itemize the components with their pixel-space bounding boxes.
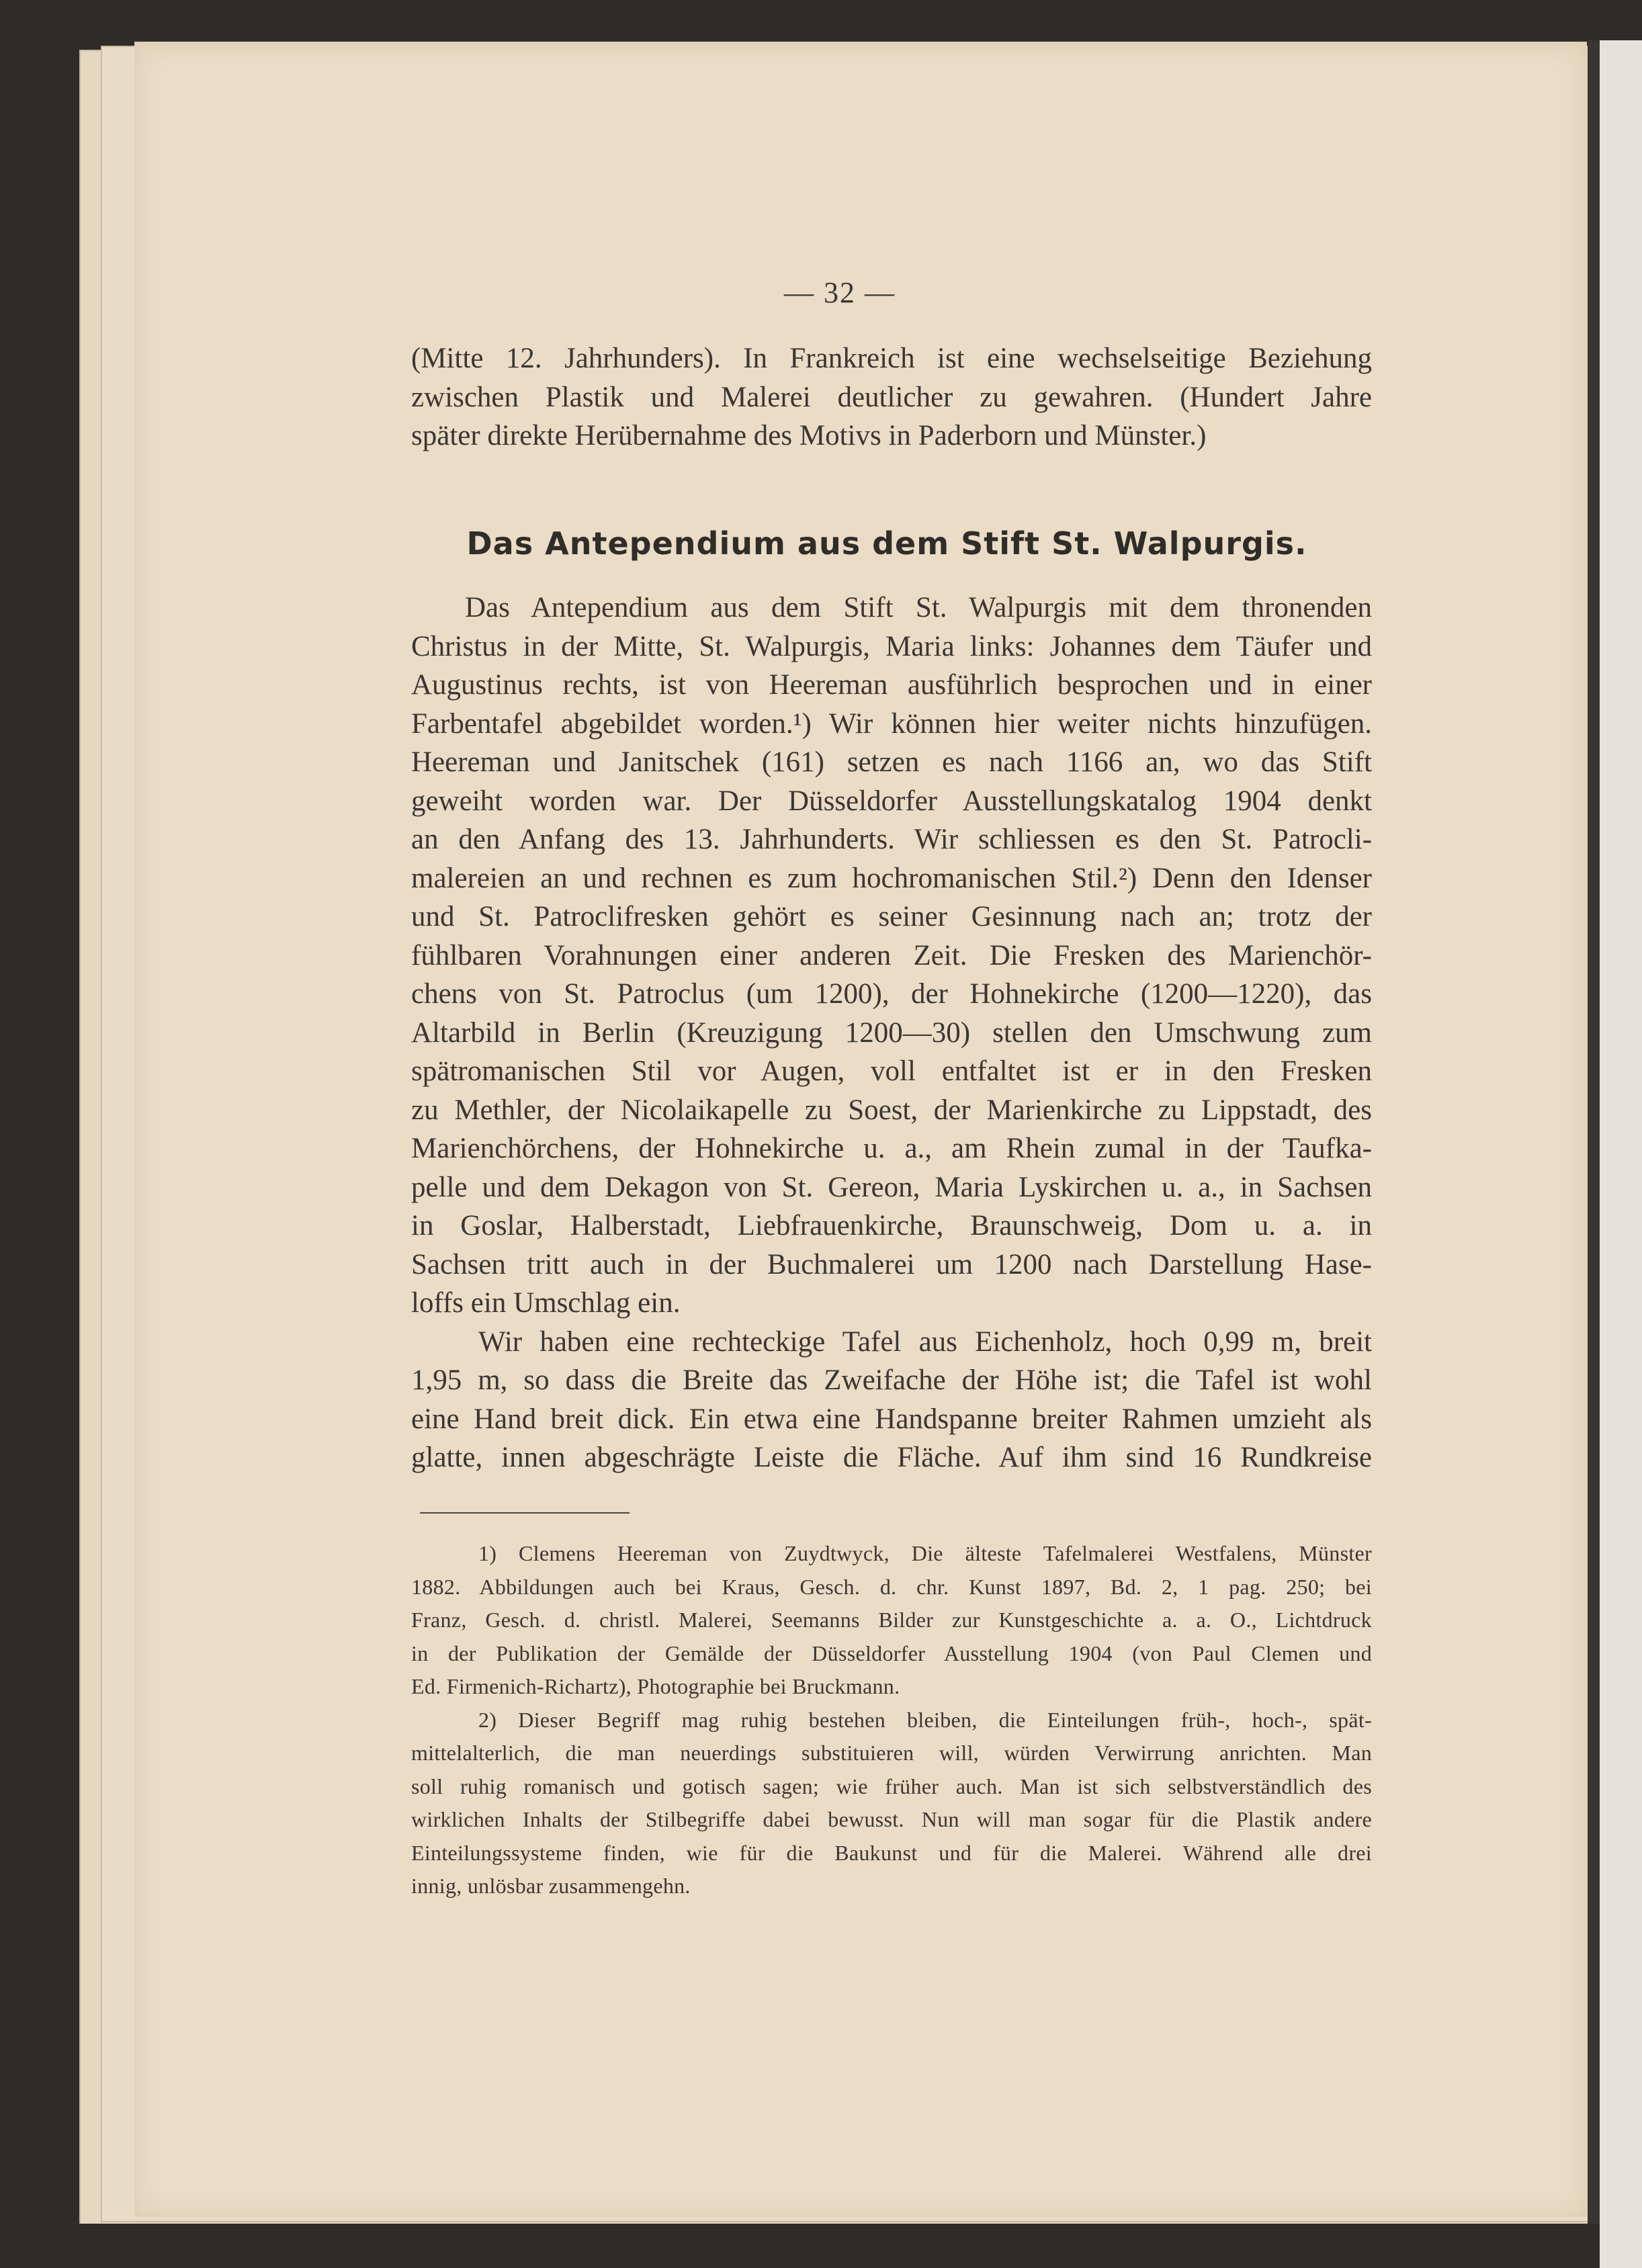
text-line: später direkte Herübernahme des Motivs in Paderborn und Münster.)	[411, 420, 1207, 451]
text-line: zu Methler, der Nicolaikapelle zu Soest, der Marienkirche zu Lippstadt, des	[411, 1094, 1372, 1126]
text-line: Sachsen tritt auch in der Buchmalerei um 1200 nach Darstellung Hase-	[411, 1248, 1372, 1280]
intro-paragraph	[411, 339, 1372, 455]
footnotes	[411, 1537, 1372, 1903]
scan-background	[0, 2224, 1600, 2268]
adjacent-page	[1600, 40, 1642, 2268]
text-line: eine Hand breit dick. Ein etwa eine Handspanne breiter Rahmen umzieht als	[411, 1403, 1372, 1435]
text-line: zwischen Plastik und Malerei deutlicher zu gewahren. (Hundert Jahre	[411, 381, 1372, 413]
footnote-line: mittelalterlich, die man neuerdings substituieren will, würden Verwirrung anrichten. Man	[411, 1741, 1372, 1765]
page-number: — 32 —	[784, 276, 896, 309]
page-gutter	[1588, 40, 1600, 2224]
text-line: geweiht worden war. Der Düsseldorfer Ausstellungskatalog 1904 denkt	[411, 785, 1372, 817]
text-line: an den Anfang des 13. Jahrhunderts. Wir schliessen es den St. Patrocli-	[411, 824, 1372, 855]
footnote-line: wirklichen Inhalts der Stilbegriffe dabei bewusst. Nun will man sogar für die Plastik andere	[411, 1807, 1372, 1831]
footnote-line: innig, unlösbar zusammengehn.	[411, 1874, 691, 1898]
footnote-line: Ed. Firmenich-Richartz), Photographie bei Bruckmann.	[411, 1674, 900, 1698]
footnote-line: soll ruhig romanisch und gotisch sagen; wie früher auch. Man ist sich selbstverständlich des	[411, 1774, 1372, 1798]
text-line: und St. Patroclifresken gehört es seiner Gesinnung nach an; trotz der	[411, 901, 1372, 932]
text-line: pelle und dem Dekagon von St. Gereon, Maria Lyskirchen u. a., in Sachsen	[411, 1171, 1372, 1203]
footnote-line: Franz, Gesch. d. christl. Malerei, Seemanns Bilder zur Kunstgeschichte a. a. O., Lichtdruck	[411, 1608, 1372, 1632]
text-line: Christus in der Mitte, St. Walpurgis, Maria links: Johannes dem Täufer und	[411, 630, 1372, 662]
text-line: in Goslar, Halberstadt, Liebfrauenkirche, Braunschweig, Dom u. a. in	[411, 1210, 1372, 1241]
text-line: Das Antependium aus dem Stift St. Walpurgis mit dem thronenden	[465, 592, 1372, 623]
footnote-line: 1882. Abbildungen auch bei Kraus, Gesch. d. chr. Kunst 1897, Bd. 2, 1 pag. 250; bei	[411, 1574, 1372, 1599]
text-line: Marienchörchens, der Hohnekirche u. a., am Rhein zumal in der Taufka-	[411, 1133, 1372, 1164]
text-line: glatte, innen abgeschrägte Leiste die Fläche. Auf ihm sind 16 Rundkreise	[411, 1442, 1372, 1473]
text-line: Wir haben eine rechteckige Tafel aus Eichenholz, hoch 0,99 m, breit	[478, 1325, 1372, 1358]
footnote-line: 2) Dieser Begriff mag ruhig bestehen bleiben, die Einteilungen früh-, hoch-, spät-	[478, 1707, 1372, 1732]
text-line: Heereman und Janitschek (161) setzen es nach 1166 an, wo das Stift	[411, 746, 1372, 778]
text-line: spätromanischen Stil vor Augen, voll entfaltet ist er in den Fresken	[411, 1055, 1372, 1087]
footnote-line: Einteilungssysteme finden, wie für die Baukunst und für die Malerei. Während alle drei	[411, 1840, 1372, 1865]
section-heading: Das Antependium aus dem Stift St. Walpurgis.	[466, 525, 1307, 562]
text-line: (Mitte 12. Jahrhunders). In Frankreich ist eine wechselseitige Beziehung	[411, 343, 1372, 374]
footnote-divider	[420, 1512, 630, 1514]
paragraph-1	[411, 588, 1372, 1477]
text-line: malereien an und rechnen es zum hochromanischen Stil.²) Denn den Idenser	[411, 862, 1372, 894]
text-line: Augustinus rechts, ist von Heereman ausführlich besprochen und in einer	[411, 669, 1372, 701]
footnote-line: 1) Clemens Heereman von Zuydtwyck, Die älteste Tafelmalerei Westfalens, Münster	[478, 1541, 1372, 1565]
text-line: Farbentafel abgebildet worden.¹) Wir können hier weiter nichts hinzufügen.	[411, 707, 1372, 740]
text-line: Altarbild in Berlin (Kreuzigung 1200—30) stellen den Umschwung zum	[411, 1016, 1372, 1049]
text-line: 1,95 m, so dass die Breite das Zweifache der Höhe ist; die Tafel ist wohl	[411, 1364, 1372, 1396]
text-line: fühlbaren Vorahnungen einer anderen Zeit. Die Fresken des Marienchör-	[411, 939, 1372, 971]
text-line: chens von St. Patroclus (um 1200), der Hohnekirche (1200—1220), das	[411, 978, 1372, 1010]
text-line: loffs ein Umschlag ein.	[411, 1287, 681, 1319]
footnote-line: in der Publikation der Gemälde der Düsseldorfer Ausstellung 1904 (von Paul Clemen und	[411, 1641, 1372, 1665]
